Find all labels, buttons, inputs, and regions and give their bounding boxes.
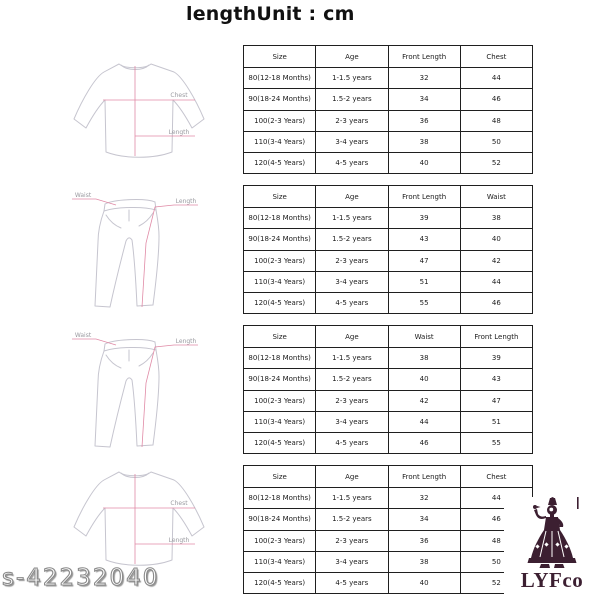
column-header: Size [244, 46, 316, 68]
table-cell: 90(18-24 Months) [244, 229, 316, 250]
table-row [244, 411, 533, 432]
table-cell: 90(18-24 Months) [244, 89, 316, 110]
table-cell: 47 [460, 390, 532, 411]
pants-pocket-left [106, 215, 121, 228]
size-table-pants-2 [243, 325, 533, 454]
table-cell: 120(4-5 Years) [244, 573, 316, 594]
length-measure-label: Length [175, 198, 197, 205]
table-cell: 46 [388, 433, 460, 454]
pants-waistband-seam [104, 347, 156, 351]
column-header: Age [316, 466, 388, 488]
table-row [244, 348, 533, 369]
pants-illustration [58, 188, 226, 314]
table-cell: 3-4 years [316, 551, 388, 572]
table-row [244, 131, 533, 152]
table-cell: 44 [460, 68, 532, 89]
shirt-outline [74, 64, 204, 157]
table-row [244, 293, 533, 314]
table-cell: 42 [460, 250, 532, 271]
column-header: Age [316, 186, 388, 208]
table-cell: 120(4-5 Years) [244, 153, 316, 174]
table-cell: 44 [388, 411, 460, 432]
table-cell: 55 [460, 433, 532, 454]
length-measure-label: Length [168, 129, 190, 136]
column-header: Front Length [388, 466, 460, 488]
column-header: Chest [460, 46, 532, 68]
table-cell: 38 [388, 348, 460, 369]
column-header: Age [316, 46, 388, 68]
dancer-logo-icon [522, 497, 582, 569]
brand-logo-block [504, 497, 600, 600]
column-header: Size [244, 466, 316, 488]
table-cell: 1-1.5 years [316, 68, 388, 89]
table-cell: 42 [388, 390, 460, 411]
table-cell: 2-3 years [316, 390, 388, 411]
table-cell: 52 [460, 153, 532, 174]
table-cell: 120(4-5 Years) [244, 433, 316, 454]
length-measure-line [142, 205, 198, 307]
table-cell: 110(3-4 Years) [244, 271, 316, 292]
table-cell: 90(18-24 Months) [244, 509, 316, 530]
table-cell: 40 [388, 573, 460, 594]
size-table [243, 45, 533, 174]
waist-measure-label: Waist [74, 332, 92, 339]
table-cell: 80(12-18 Months) [244, 68, 316, 89]
table-cell: 38 [388, 551, 460, 572]
table-cell: 46 [460, 89, 532, 110]
table-cell: 80(12-18 Months) [244, 208, 316, 229]
column-header: Age [316, 326, 388, 348]
table-cell: 44 [460, 271, 532, 292]
table-cell: 3-4 years [316, 131, 388, 152]
table-row [244, 509, 533, 530]
column-header: Front Length [460, 326, 532, 348]
table-cell: 110(3-4 Years) [244, 131, 316, 152]
product-id-watermark: s-42232040 [2, 565, 160, 591]
table-cell: 1-1.5 years [316, 208, 388, 229]
pants-pocket-left [106, 355, 121, 368]
table-cell: 52 [460, 573, 532, 594]
table-cell: 50 [460, 551, 532, 572]
table-cell: 43 [460, 369, 532, 390]
waist-measure-label: Waist [74, 192, 92, 199]
column-header: Size [244, 186, 316, 208]
table-cell: 46 [460, 293, 532, 314]
table-cell: 34 [388, 509, 460, 530]
table-cell: 100(2-3 Years) [244, 390, 316, 411]
table-cell: 39 [460, 348, 532, 369]
table-cell: 36 [388, 530, 460, 551]
column-header: Front Length [388, 186, 460, 208]
table-cell: 100(2-3 Years) [244, 530, 316, 551]
chest-measure-label: Chest [170, 500, 188, 507]
table-cell: 4-5 years [316, 293, 388, 314]
table-cell: 110(3-4 Years) [244, 411, 316, 432]
pants-waistband [105, 340, 155, 344]
table-cell: 4-5 years [316, 433, 388, 454]
table-cell: 3-4 years [316, 411, 388, 432]
table-cell: 40 [388, 369, 460, 390]
column-header: Waist [388, 326, 460, 348]
table-row [244, 390, 533, 411]
column-header: Chest [460, 466, 532, 488]
shirt-illustration [55, 56, 225, 168]
table-row [244, 530, 533, 551]
table-row [244, 68, 533, 89]
pants-illustration [58, 328, 226, 454]
table-cell: 40 [460, 229, 532, 250]
table-cell: 36 [388, 110, 460, 131]
shirt-illustration [55, 464, 225, 576]
table-cell: 47 [388, 250, 460, 271]
table-cell: 34 [388, 89, 460, 110]
length-measure-label: Length [175, 338, 197, 345]
size-table [243, 185, 533, 314]
pants-waistband-seam [104, 207, 156, 211]
table-row [244, 433, 533, 454]
table-cell: 110(3-4 Years) [244, 551, 316, 572]
table-cell: 46 [460, 509, 532, 530]
table-cell: 100(2-3 Years) [244, 110, 316, 131]
table-cell: 4-5 years [316, 153, 388, 174]
table-cell: 51 [388, 271, 460, 292]
table-cell: 1.5-2 years [316, 89, 388, 110]
column-header: Size [244, 326, 316, 348]
table-cell: 1-1.5 years [316, 348, 388, 369]
size-table [243, 325, 533, 454]
table-row [244, 551, 533, 572]
table-cell: 2-3 years [316, 110, 388, 131]
table-cell: 50 [460, 131, 532, 152]
table-cell: 43 [388, 229, 460, 250]
column-header: Waist [460, 186, 532, 208]
column-header: Front Length [388, 46, 460, 68]
table-cell: 120(4-5 Years) [244, 293, 316, 314]
table-row [244, 153, 533, 174]
size-table-top-2 [243, 465, 533, 594]
table-row [244, 208, 533, 229]
pants-waistband [105, 200, 155, 204]
table-cell: 2-3 years [316, 530, 388, 551]
table-cell: 1.5-2 years [316, 369, 388, 390]
table-cell: 44 [460, 488, 532, 509]
table-row [244, 229, 533, 250]
table-cell: 55 [388, 293, 460, 314]
table-cell: 48 [460, 530, 532, 551]
length-measure-line [142, 345, 198, 447]
table-row [244, 271, 533, 292]
table-cell: 1.5-2 years [316, 509, 388, 530]
table-cell: 80(12-18 Months) [244, 348, 316, 369]
table-cell: 1.5-2 years [316, 229, 388, 250]
table-cell: 38 [388, 131, 460, 152]
table-row [244, 488, 533, 509]
table-cell: 4-5 years [316, 573, 388, 594]
table-row [244, 110, 533, 131]
table-row [244, 573, 533, 594]
table-cell: 3-4 years [316, 271, 388, 292]
size-table-pants-1 [243, 185, 533, 314]
length-measure-label: Length [168, 537, 190, 544]
table-cell: 32 [388, 68, 460, 89]
table-row [244, 250, 533, 271]
brand-name: LYFco [520, 568, 584, 592]
table-row [244, 89, 533, 110]
size-table [243, 465, 533, 594]
table-cell: 51 [460, 411, 532, 432]
table-cell: 40 [388, 153, 460, 174]
table-cell: 32 [388, 488, 460, 509]
page-title: lengthUnit : cm [186, 3, 355, 25]
shirt-outline [74, 472, 204, 565]
table-cell: 100(2-3 Years) [244, 250, 316, 271]
table-cell: 1-1.5 years [316, 488, 388, 509]
table-cell: 48 [460, 110, 532, 131]
table-cell: 80(12-18 Months) [244, 488, 316, 509]
table-cell: 38 [460, 208, 532, 229]
table-cell: 39 [388, 208, 460, 229]
size-table-top-1 [243, 45, 533, 174]
chest-measure-label: Chest [170, 92, 188, 99]
table-cell: 90(18-24 Months) [244, 369, 316, 390]
table-cell: 2-3 years [316, 250, 388, 271]
table-row [244, 369, 533, 390]
